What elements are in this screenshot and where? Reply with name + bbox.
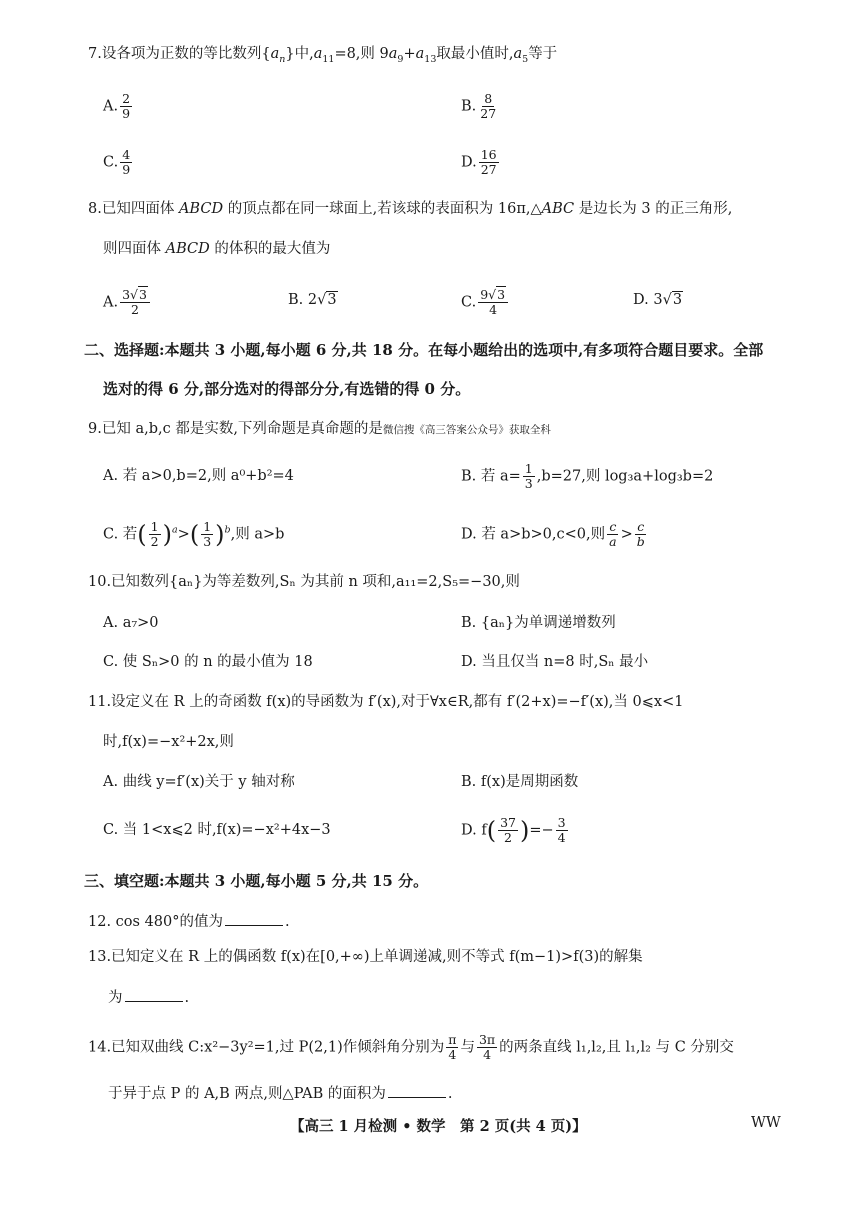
q13-stem-line1: 13.已知定义在 R 上的偶函数 f(x)在[0,+∞)上单调递减,则不等式 f(m−1)>f(3)的解集 <box>88 949 643 965</box>
answer-blank[interactable] <box>388 1083 446 1098</box>
q10-stem: 10.已知数列{aₙ}为等差数列,Sₙ 为其前 n 项和,a₁₁=2,S₅=−30,则 <box>88 574 520 590</box>
q13-stem-line2: 为 . <box>108 987 189 1008</box>
q7-stem: 7.设各项为正数的等比数列$\{a_n\}$中$,a_{11}=8$,则 $9a_9+a_{13}$取最小值时$,a_5$等于 <box>88 46 558 65</box>
q8-option-b: B. 2√3 <box>288 292 337 308</box>
q8-option-d: D. 3√3 <box>633 292 683 308</box>
section2-heading-line2: 选对的得 6 分,部分选对的得部分分,有选错的得 0 分。 <box>103 380 471 398</box>
q9-option-a: A. 若 a>0,b=2,则 a⁰+b²=4 <box>103 468 294 484</box>
q9-stem: 9.已知 a,b,c 都是实数,下列命题是真命题的是微信搜《高三答案公众号》获取全科 <box>88 421 551 437</box>
q11-option-c: C. 当 1<x⩽2 时,f(x)=−x²+4x−3 <box>103 822 331 838</box>
q11-option-a: A. 曲线 y=f′(x)关于 y 轴对称 <box>103 774 295 790</box>
q7-option-d: D. $\frac{16}{27}$ <box>461 147 497 177</box>
q14-stem-line1: 14.已知双曲线 C:x²−3y²=1,过 P(2,1)作倾斜角分别为 $\frac{\pi}{4}$ 与 $\frac{3\pi}{4}$ 的两条直线 l₁,l₂,且 l₁,l₂ 与 C 分别交 <box>88 1032 734 1062</box>
section3-heading: 三、填空题:本题共 3 小题,每小题 5 分,共 15 分。 <box>84 872 429 890</box>
q9-option-c: C. 若( $\frac{1}{2}$ )$^a$>( $\frac{1}{3}$ )$^b$,则 a>b <box>103 519 285 549</box>
q7-option-c: C. $\frac{4}{9}$ <box>103 147 131 177</box>
q8-option-a: A. $\frac{3√3}{2}$ <box>103 288 152 317</box>
page-footer: 【高三 1 月检测 • 数学 第 2 页(共 4 页)】 <box>290 1118 587 1135</box>
q10-option-d: D. 当且仅当 n=8 时,Sₙ 最小 <box>461 654 649 670</box>
q14-stem-line2: 于异于点 P 的 A,B 两点,则△PAB 的面积为 . <box>108 1083 452 1104</box>
q8-stem-line2: 则四面体 ABCD 的体积的最大值为 <box>103 241 331 257</box>
q11-stem-line1: 11.设定义在 R 上的奇函数 f(x)的导函数为 f′(x),对于∀x∈R,都有 f′(2+x)=−f′(x),当 0⩽x<1 <box>88 694 684 710</box>
q8-stem-line1: 8.已知四面体 ABCD 的顶点都在同一球面上,若该球的表面积为 16π,△ABC 是边长为 3 的正三角形, <box>88 201 733 217</box>
footer-code: WW <box>751 1115 781 1131</box>
q11-stem-line2: 时,f(x)=−x²+2x,则 <box>103 734 234 750</box>
watermark-text: 微信搜《高三答案公众号》获取全科 <box>382 424 551 436</box>
q7-option-b: B. $\frac{8}{27}$ <box>461 91 497 121</box>
q9-option-b: B. 若 a= $\frac{1}{3}$ ,b=27,则 log₃a+log₃b=2 <box>461 461 714 491</box>
q10-option-c: C. 使 Sₙ>0 的 n 的最小值为 18 <box>103 654 313 670</box>
q11-option-b: B. f(x)是周期函数 <box>461 774 579 790</box>
q9-option-d: D. 若 a>b>0,c<0,则 $\frac{c}{a}$ > $\frac{c}{b}$ <box>461 519 645 549</box>
section2-heading-line1: 二、选择题:本题共 3 小题,每小题 6 分,共 18 分。在每小题给出的选项中,有多项符合题目要求。全部 <box>84 341 764 359</box>
answer-blank[interactable] <box>125 987 183 1002</box>
q10-option-b: B. {aₙ}为单调递增数列 <box>461 615 616 631</box>
q7-option-a: A. $\frac{2}{9}$ <box>103 91 131 121</box>
answer-blank[interactable] <box>225 911 283 926</box>
q10-option-a: A. a₇>0 <box>103 615 159 631</box>
q8-option-c: C. $\frac{9√3}{4}$ <box>461 288 510 317</box>
q11-option-d: D. f( $\frac{37}{2}$ )=− $\frac{3}{4}$ <box>461 815 566 845</box>
q12-stem: 12. cos 480°的值为 . <box>88 911 290 932</box>
